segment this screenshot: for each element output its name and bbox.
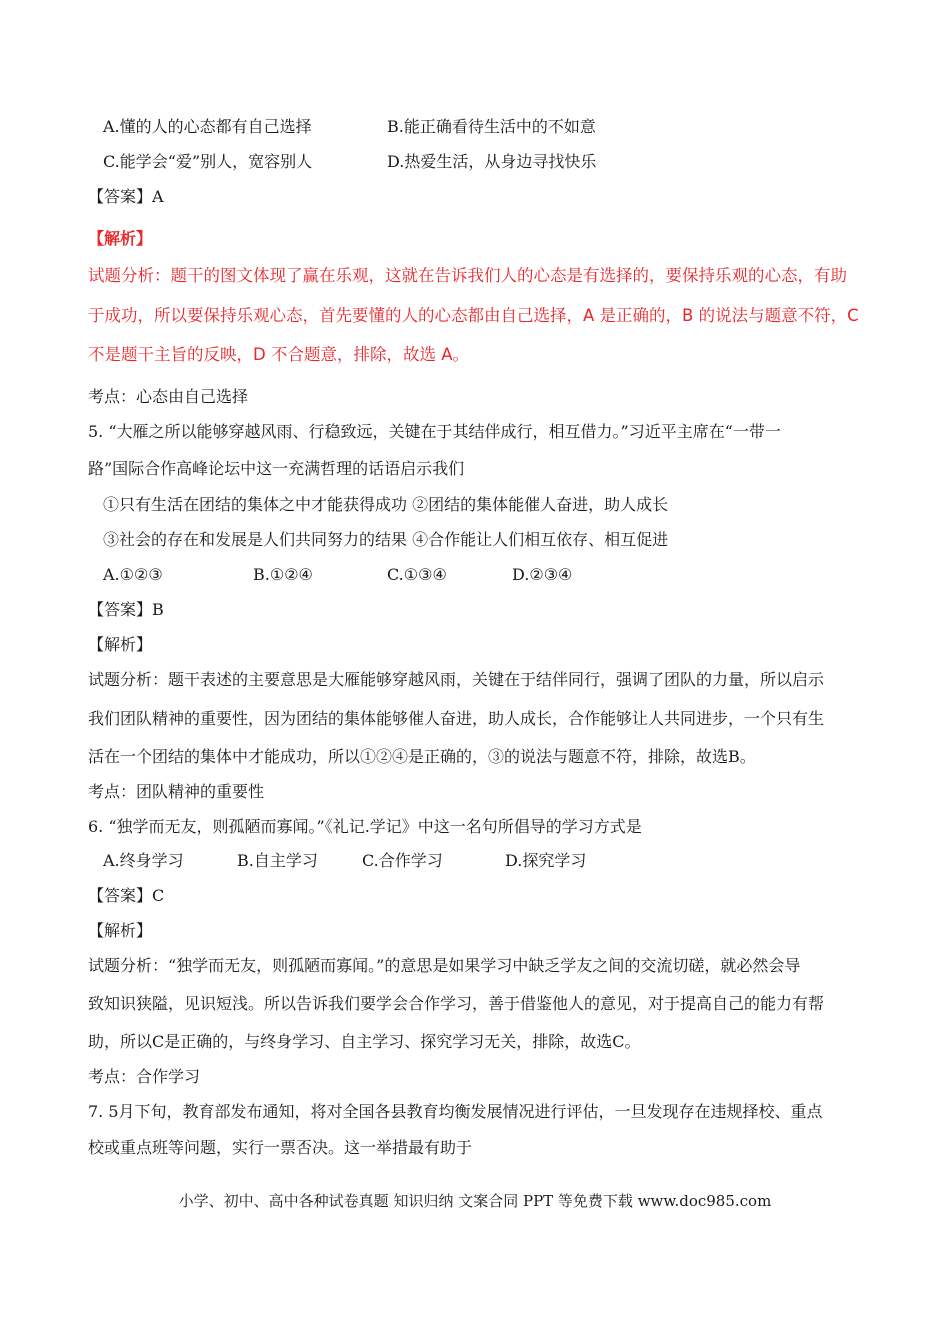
q5-option-c: C.①③④ bbox=[387, 565, 447, 584]
q7-stem-line-1: 7. 5月下旬，教育部发布通知，将对全国各县教育均衡发展情况进行评估，一旦发现存在违规择校、重点 bbox=[88, 1102, 823, 1121]
q7-stem-line-2: 校或重点班等问题，实行一票否决。这一举措最有助于 bbox=[88, 1138, 473, 1157]
q5-option-d: D.②③④ bbox=[512, 565, 573, 584]
q6-analysis-line-1: 试题分析：“独学而无友，则孤陋而寡闻。”的意思是如果学习中缺乏学友之间的交流切磋，就必然会导 bbox=[88, 956, 801, 975]
q6-point: 考点：合作学习 bbox=[88, 1067, 201, 1086]
q6-analysis-line-2: 致知识狭隘，见识短浅。所以告诉我们要学会合作学习，善于借鉴他人的意见，对于提高自己的能力有帮 bbox=[88, 994, 825, 1013]
q6-option-d: D.探究学习 bbox=[505, 851, 587, 870]
q4-analysis-line-1: 试题分析：题干的图文体现了赢在乐观，这就在告诉我们人的心态是有选择的，要保持乐观的心态，有助 bbox=[88, 266, 847, 285]
q5-statements-row-1: ①只有生活在团结的集体之中才能获得成功 ②团结的集体能催人奋进，助人成长 bbox=[103, 495, 669, 514]
q5-option-a: A.①②③ bbox=[103, 565, 163, 584]
q5-point: 考点：团队精神的重要性 bbox=[88, 782, 265, 801]
q6-option-c: C.合作学习 bbox=[362, 851, 443, 870]
q5-statements-row-2: ③社会的存在和发展是人们共同努力的结果 ④合作能让人们相互依存、相互促进 bbox=[103, 530, 669, 549]
q6-option-b: B.自主学习 bbox=[237, 851, 318, 870]
q6-analysis-line-3: 助，所以C是正确的，与终身学习、自主学习、探究学习无关，排除，故选C。 bbox=[88, 1032, 641, 1051]
q5-analysis-line-3: 活在一个团结的集体中才能成功，所以①②④是正确的，③的说法与题意不符，排除，故选B。 bbox=[88, 747, 756, 766]
page-footer: 小学、初中、高中各种试卷真题 知识归纳 文案合同 PPT 等免费下载 www.doc985.com bbox=[178, 1192, 772, 1210]
q4-analysis-line-3: 不是题干主旨的反映，D 不合题意，排除，故选 A。 bbox=[88, 345, 469, 364]
q5-analysis-line-2: 我们团队精神的重要性，因为团结的集体能够催人奋进，助人成长，合作能够让人共同进步，一个只有生 bbox=[88, 709, 825, 728]
q4-analysis-line-2: 于成功，所以要保持乐观心态，首先要懂的人的心态都由自己选择，A 是正确的，B 的说法与题意不符，C bbox=[88, 306, 859, 325]
q6-stem: 6. “独学而无友，则孤陋而寡闻。”《礼记.学记》中这一名句所倡导的学习方式是 bbox=[88, 817, 642, 836]
q4-option-a: A.懂的人的心态都有自己选择 bbox=[103, 117, 312, 136]
q5-analysis-heading: 【解析】 bbox=[88, 635, 153, 654]
q5-stem-line-2: 路”国际合作高峰论坛中这一充满哲理的话语启示我们 bbox=[88, 459, 465, 478]
q4-answer: 【答案】A bbox=[88, 187, 164, 206]
q4-option-d: D.热爱生活，从身边寻找快乐 bbox=[387, 152, 597, 171]
q6-analysis-heading: 【解析】 bbox=[88, 921, 153, 940]
q6-option-a: A.终身学习 bbox=[103, 851, 184, 870]
q6-answer: 【答案】C bbox=[88, 886, 165, 905]
q4-option-c: C.能学会“爱”别人，宽容别人 bbox=[103, 152, 313, 171]
q4-point: 考点：心态由自己选择 bbox=[88, 387, 249, 406]
q4-analysis-heading: 【解析】 bbox=[88, 229, 153, 248]
q5-answer: 【答案】B bbox=[88, 600, 164, 619]
q5-analysis-line-1: 试题分析：题干表述的主要意思是大雁能够穿越风雨，关键在于结伴同行，强调了团队的力量，所以启示 bbox=[88, 670, 825, 689]
q5-stem-line-1: 5. “大雁之所以能够穿越风雨、行稳致远，关键在于其结伴成行，相互借力。”习近平主席在“一带一 bbox=[88, 422, 781, 441]
q5-option-b: B.①②④ bbox=[253, 565, 313, 584]
q4-option-b: B.能正确看待生活中的不如意 bbox=[387, 117, 596, 136]
